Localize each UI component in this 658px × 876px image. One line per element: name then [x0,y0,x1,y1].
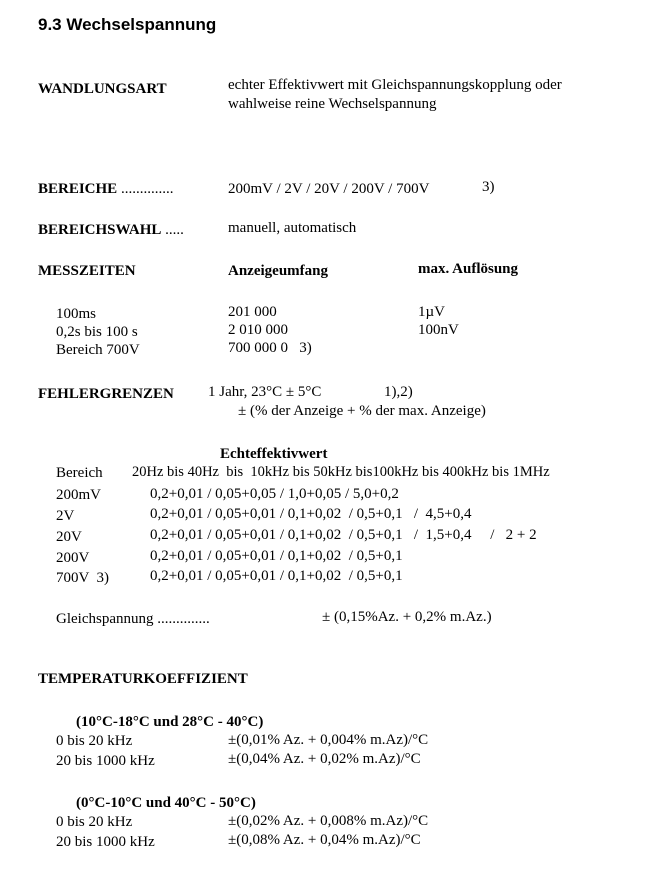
bereiche-dots: .............. [120,181,174,197]
table-row-values: 0,2+0,01 / 0,05+0,01 / 0,1+0,02 / 0,5+0,1 / 4,5+0,4 [150,506,472,522]
bereiche-value: 200mV / 2V / 20V / 200V / 700V [228,181,430,197]
section-title: 9.3 Wechselspannung [38,15,217,34]
messzeiten-row-anzeige: 700 000 0 3) [228,340,312,356]
wandlungsart-label: WANDLUNGSART [38,81,167,97]
messzeiten-row-aufloesung: 1µV [418,304,445,320]
echteffektivwert-title: Echteffektivwert [220,446,328,462]
temp-group-title: (10°C-18°C und 28°C - 40°C) [76,714,264,730]
table-row-range: 20V [56,529,82,545]
table-row-values: 0,2+0,01 / 0,05+0,01 / 0,1+0,02 / 0,5+0,1 [150,568,403,584]
temp-row-value: ±(0,02% Az. + 0,008% m.Az)/°C [228,813,429,829]
table-row-range: 700V 3) [56,570,110,586]
echteffektivwert-header-bereich: Bereich [56,465,103,481]
messzeiten-row-anzeige: 2 010 000 [228,322,288,338]
fehlergrenzen-note: 1),2) [384,384,413,400]
messzeiten-row-aufloesung: 100nV [418,322,459,338]
fehlergrenzen-line2: ± (% der Anzeige + % der max. Anzeige) [238,403,486,419]
bereiche-label: BEREICHE [38,181,118,197]
fehlergrenzen-line1: 1 Jahr, 23°C ± 5°C [208,384,322,400]
bereiche-note: 3) [482,179,495,195]
table-row-range: 200mV [56,487,101,503]
gleichspannung-label: Gleichspannung [56,611,154,627]
table-row-values: 0,2+0,01 / 0,05+0,01 / 0,1+0,02 / 0,5+0,1 / 1,5+0,4 / 2 + 2 [150,527,537,543]
bereiche-row [38,180,173,198]
gleichspannung-row [56,610,210,628]
table-row-range: 200V [56,550,90,566]
temperaturkoeffizient-label: TEMPERATURKOEFFIZIENT [38,671,248,687]
messzeiten-col-anzeige: Anzeigeumfang [228,263,328,279]
temp-group-title: (0°C-10°C und 40°C - 50°C) [76,795,256,811]
echteffektivwert-header-freq: 20Hz bis 40Hz bis 10kHz bis 50kHz bis100kHz bis 400kHz bis 1MHz [132,464,550,480]
temp-row-value: ±(0,08% Az. + 0,04% m.Az)/°C [228,832,421,848]
gleichspannung-dots: .............. [157,611,210,627]
messzeiten-row-time: 0,2s bis 100 s [56,324,138,340]
messzeiten-col-aufloesung: max. Auflösung [418,261,519,277]
wandlungsart-line2: wahlweise reine Wechselspannung [228,96,437,112]
fehlergrenzen-label: FEHLERGRENZEN [38,386,174,402]
table-row-values: 0,2+0,01 / 0,05+0,05 / 1,0+0,05 / 5,0+0,2 [150,486,399,502]
temp-row-value: ±(0,04% Az. + 0,02% m.Az)/°C [228,751,421,767]
bereichswahl-row [38,221,184,239]
messzeiten-label: MESSZEITEN [38,263,136,279]
table-row-values: 0,2+0,01 / 0,05+0,01 / 0,1+0,02 / 0,5+0,1 [150,548,403,564]
bereichswahl-value: manuell, automatisch [228,220,357,236]
messzeiten-row-anzeige: 201 000 [228,304,277,320]
gleichspannung-value: ± (0,15%Az. + 0,2% m.Az.) [322,609,492,625]
temp-row-range: 20 bis 1000 kHz [56,753,155,769]
messzeiten-row-time: Bereich 700V [56,342,140,358]
messzeiten-row-time: 100ms [56,306,97,322]
temp-row-range: 0 bis 20 kHz [56,814,133,830]
temp-row-range: 20 bis 1000 kHz [56,834,155,850]
bereichswahl-label: BEREICHSWAHL [38,222,162,238]
wandlungsart-line1: echter Effektivwert mit Gleichspannungskopplung oder [228,77,562,93]
temp-row-range: 0 bis 20 kHz [56,733,133,749]
table-row-range: 2V [56,508,75,524]
bereichswahl-dots: ..... [165,222,184,238]
temp-row-value: ±(0,01% Az. + 0,004% m.Az)/°C [228,732,429,748]
